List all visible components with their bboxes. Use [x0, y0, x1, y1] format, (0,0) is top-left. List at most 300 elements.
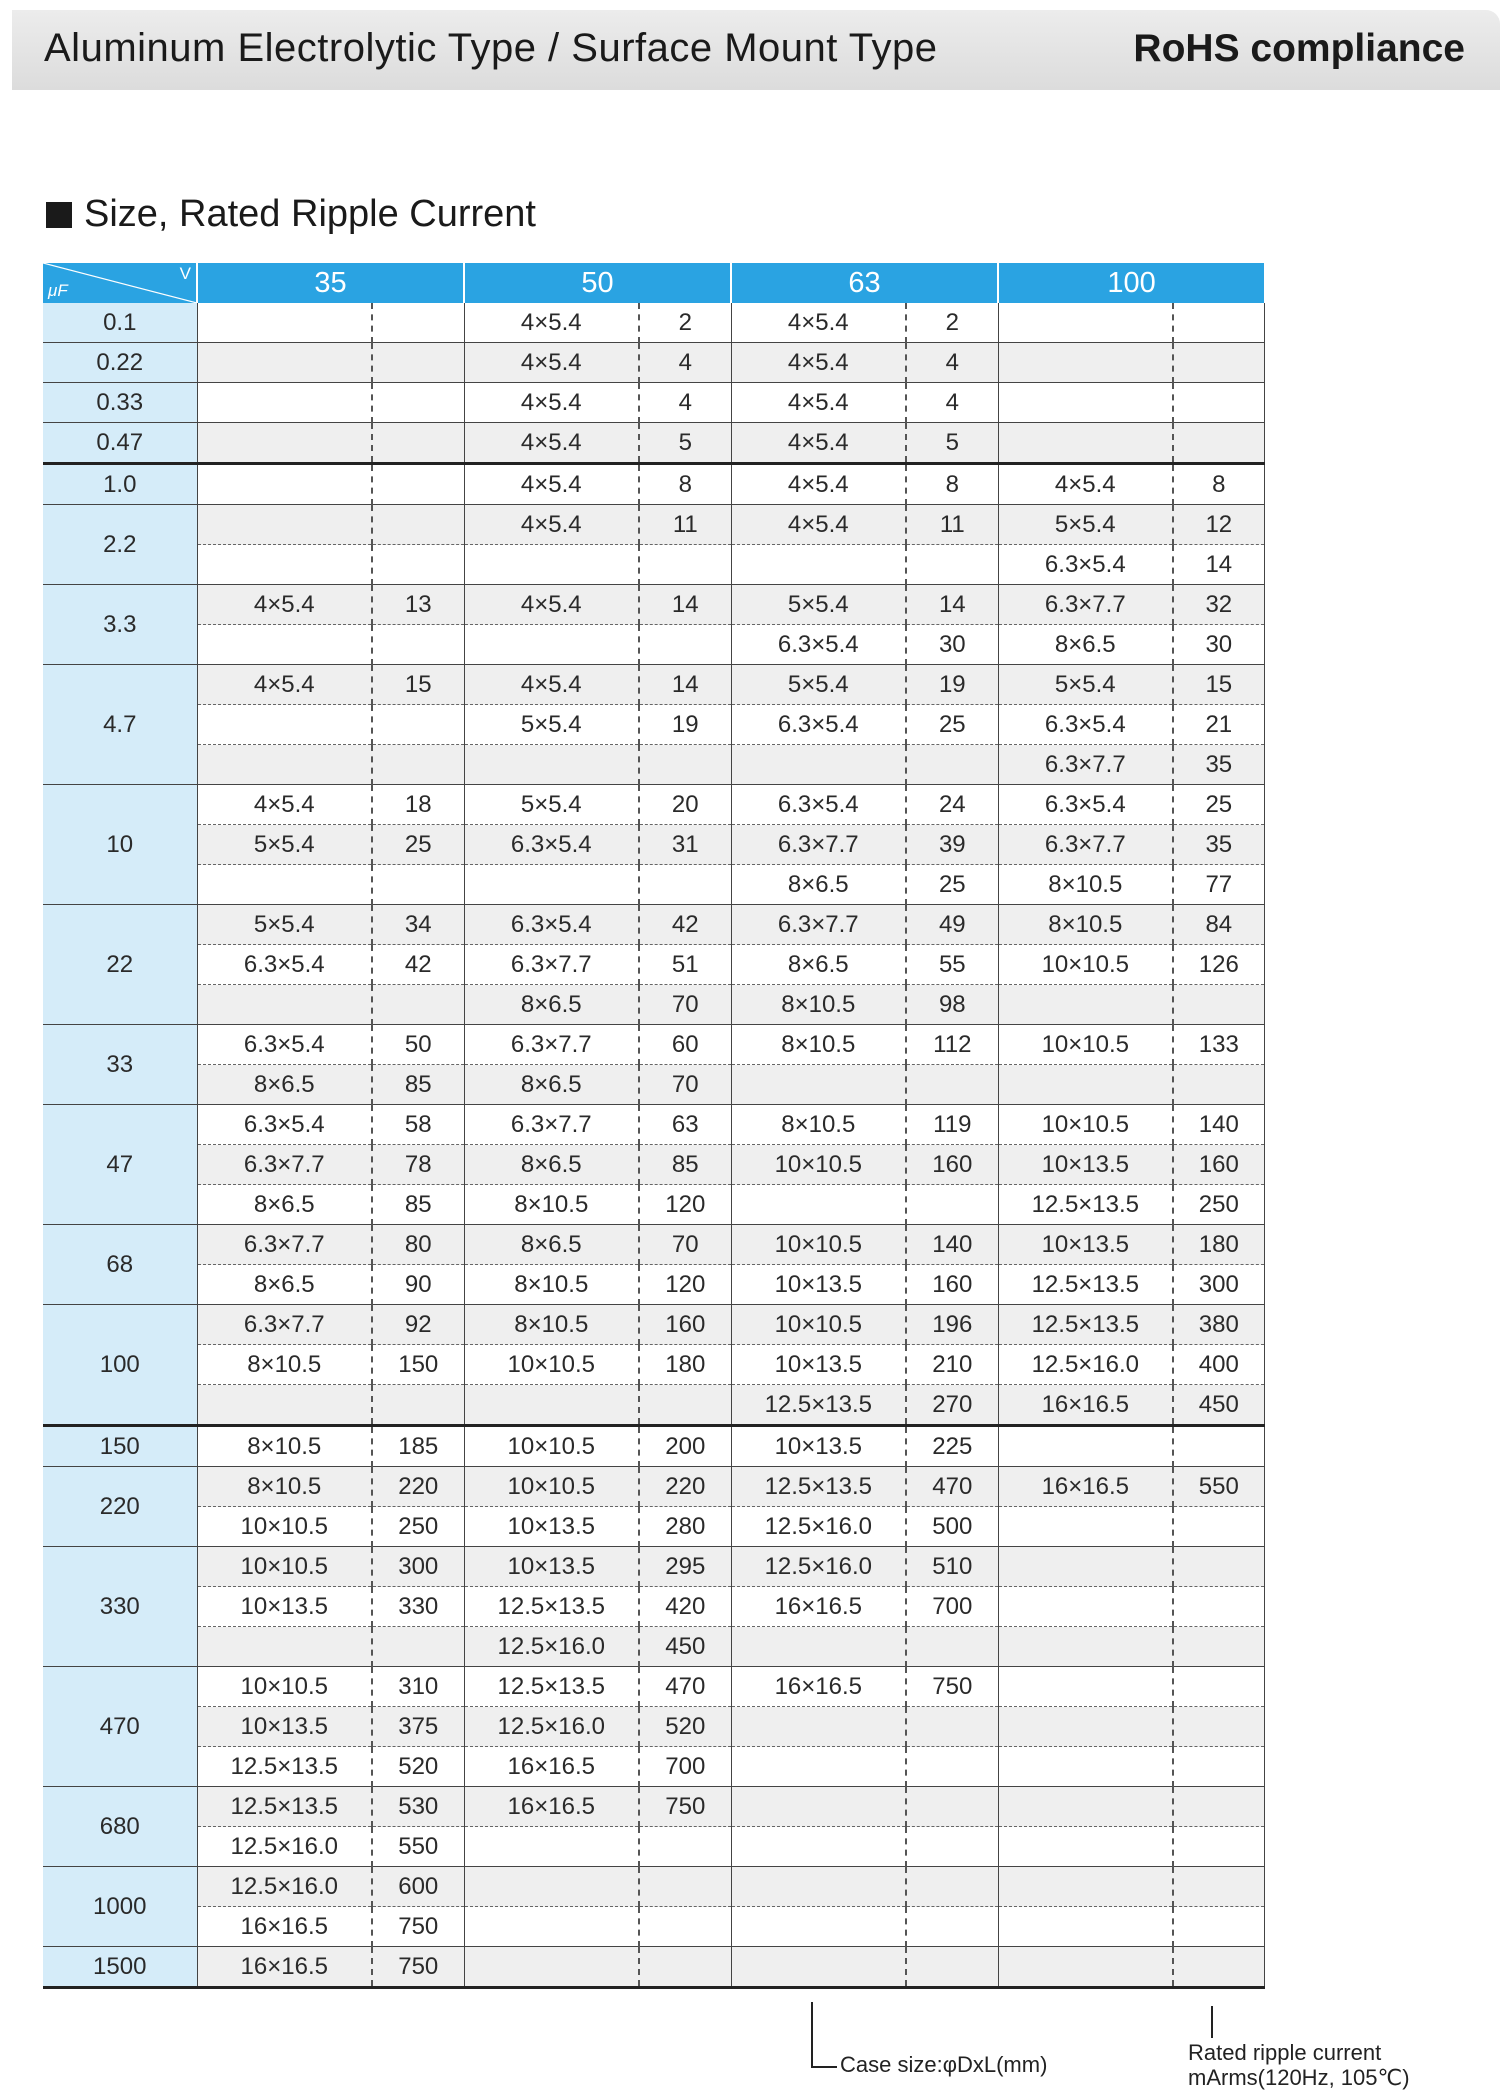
- ripple-current-cell: 200: [639, 1426, 731, 1467]
- voltage-header-63: 63: [731, 263, 998, 303]
- case-size-cell: [197, 1385, 372, 1426]
- ripple-current-cell: 180: [639, 1345, 731, 1385]
- ripple-current-cell: [372, 745, 464, 785]
- ripple-current-cell: 30: [1173, 625, 1264, 665]
- ripple-current-cell: [906, 1747, 998, 1787]
- ripple-current-cell: 78: [372, 1145, 464, 1185]
- case-size-cell: [731, 1065, 906, 1105]
- ripple-current-cell: 42: [372, 945, 464, 985]
- case-size-cell: 10×10.5: [998, 1025, 1173, 1065]
- ripple-current-cell: 34: [372, 905, 464, 945]
- case-size-cell: 8×10.5: [197, 1467, 372, 1507]
- case-size-cell: 4×5.4: [464, 464, 639, 505]
- case-size-cell: [731, 1707, 906, 1747]
- capacitance-cell: 470: [43, 1667, 197, 1787]
- table-row: [43, 745, 1264, 785]
- ripple-current-cell: 500: [906, 1507, 998, 1547]
- ripple-current-cell: 250: [372, 1507, 464, 1547]
- case-size-cell: [464, 545, 639, 585]
- case-size-cell: 4×5.4: [731, 303, 906, 343]
- table-row: [43, 343, 1264, 383]
- case-size-cell: 4×5.4: [464, 343, 639, 383]
- ripple-current-cell: 375: [372, 1707, 464, 1747]
- square-bullet-icon: [46, 202, 72, 228]
- case-size-cell: [197, 383, 372, 423]
- case-size-cell: [998, 1667, 1173, 1707]
- case-size-cell: [731, 545, 906, 585]
- unit-uf-label: μF: [48, 281, 68, 300]
- case-size-cell: 8×6.5: [197, 1185, 372, 1225]
- case-size-cell: 5×5.4: [998, 665, 1173, 705]
- ripple-current-cell: 295: [639, 1547, 731, 1587]
- ripple-current-cell: [372, 423, 464, 464]
- ripple-current-cell: [1173, 383, 1264, 423]
- case-size-cell: 8×10.5: [197, 1426, 372, 1467]
- case-size-cell: 5×5.4: [731, 585, 906, 625]
- ripple-current-cell: 470: [906, 1467, 998, 1507]
- ripple-current-cell: 310: [372, 1667, 464, 1707]
- case-size-cell: 4×5.4: [197, 785, 372, 825]
- case-size-legend: Case size:φDxL(mm): [840, 2052, 1048, 2077]
- case-size-cell: 5×5.4: [998, 505, 1173, 545]
- case-size-cell: 16×16.5: [464, 1747, 639, 1787]
- ripple-current-cell: [1173, 1907, 1264, 1947]
- ripple-current-cell: 31: [639, 825, 731, 865]
- case-size-cell: 8×10.5: [731, 985, 906, 1025]
- case-size-cell: [998, 1787, 1173, 1827]
- case-size-cell: 6.3×5.4: [998, 705, 1173, 745]
- case-size-cell: 8×6.5: [464, 1145, 639, 1185]
- case-size-cell: 10×10.5: [197, 1507, 372, 1547]
- ripple-current-cell: [1173, 1867, 1264, 1907]
- ripple-current-cell: 2: [639, 303, 731, 343]
- case-size-cell: 6.3×7.7: [998, 745, 1173, 785]
- case-size-cell: [731, 745, 906, 785]
- case-size-cell: 16×16.5: [197, 1947, 372, 1988]
- case-size-cell: 4×5.4: [731, 464, 906, 505]
- case-size-cell: 8×6.5: [731, 865, 906, 905]
- ripple-current-cell: [639, 625, 731, 665]
- table-row: [43, 625, 1264, 665]
- ripple-current-cell: 85: [372, 1185, 464, 1225]
- ripple-current-cell: 380: [1173, 1305, 1264, 1345]
- case-size-cell: 6.3×7.7: [197, 1225, 372, 1265]
- ripple-current-cell: 35: [1173, 825, 1264, 865]
- corner-cell: [43, 263, 197, 303]
- case-size-cell: [197, 625, 372, 665]
- table-row: [43, 585, 1264, 625]
- table-row: [43, 985, 1264, 1025]
- ripple-current-cell: 49: [906, 905, 998, 945]
- ripple-current-cell: 750: [372, 1947, 464, 1988]
- ripple-current-cell: 4: [906, 383, 998, 423]
- case-size-cell: [731, 1627, 906, 1667]
- table-row: [43, 423, 1264, 464]
- ripple-current-cell: 520: [639, 1707, 731, 1747]
- ripple-current-cell: 300: [1173, 1265, 1264, 1305]
- ripple-current-cell: 5: [906, 423, 998, 464]
- ripple-current-cell: [639, 545, 731, 585]
- ripple-current-cell: [639, 745, 731, 785]
- ripple-current-cell: [372, 464, 464, 505]
- ripple-current-cell: 119: [906, 1105, 998, 1145]
- case-size-cell: 16×16.5: [731, 1667, 906, 1707]
- case-size-cell: 8×6.5: [998, 625, 1173, 665]
- case-size-cell: 6.3×7.7: [998, 585, 1173, 625]
- case-size-cell: [197, 705, 372, 745]
- case-size-cell: 4×5.4: [464, 303, 639, 343]
- case-size-cell: 12.5×13.5: [998, 1185, 1173, 1225]
- case-size-cell: 8×6.5: [197, 1265, 372, 1305]
- table-row: [43, 383, 1264, 423]
- case-size-cell: [464, 1907, 639, 1947]
- case-size-cell: [998, 1707, 1173, 1747]
- table-row: [43, 1385, 1264, 1426]
- ripple-current-cell: 30: [906, 625, 998, 665]
- ripple-current-cell: [1173, 1667, 1264, 1707]
- ripple-current-cell: 51: [639, 945, 731, 985]
- ripple-current-cell: 120: [639, 1185, 731, 1225]
- case-size-cell: 6.3×5.4: [731, 785, 906, 825]
- capacitance-cell: 47: [43, 1105, 197, 1225]
- case-size-cell: [998, 1587, 1173, 1627]
- capacitance-cell: 0.1: [43, 303, 197, 343]
- page-title: Aluminum Electrolytic Type / Surface Mount Type: [44, 26, 938, 70]
- ripple-current-cell: 84: [1173, 905, 1264, 945]
- ripple-current-cell: 25: [906, 705, 998, 745]
- ripple-current-cell: 92: [372, 1305, 464, 1345]
- case-size-cell: 8×10.5: [998, 865, 1173, 905]
- ripple-current-cell: [372, 985, 464, 1025]
- case-size-cell: [464, 1867, 639, 1907]
- case-size-cell: 4×5.4: [197, 585, 372, 625]
- case-size-cell: 8×10.5: [731, 1105, 906, 1145]
- case-size-cell: 6.3×5.4: [197, 945, 372, 985]
- case-size-cell: 16×16.5: [998, 1385, 1173, 1426]
- ripple-current-cell: 160: [906, 1145, 998, 1185]
- ripple-current-cell: [1173, 1787, 1264, 1827]
- ripple-current-cell: 150: [372, 1345, 464, 1385]
- table-row: [43, 1667, 1264, 1707]
- ripple-current-cell: [1173, 1707, 1264, 1747]
- ripple-current-cell: 5: [639, 423, 731, 464]
- ripple-current-cell: 450: [639, 1627, 731, 1667]
- table-row: [43, 1747, 1264, 1787]
- case-size-cell: 6.3×7.7: [998, 825, 1173, 865]
- case-size-cell: 4×5.4: [731, 383, 906, 423]
- ripple-current-cell: 15: [372, 665, 464, 705]
- case-size-cell: [998, 1627, 1173, 1667]
- case-size-cell: 5×5.4: [197, 905, 372, 945]
- ripple-current-cell: [1173, 1426, 1264, 1467]
- ripple-current-cell: 63: [639, 1105, 731, 1145]
- case-size-cell: 6.3×7.7: [731, 905, 906, 945]
- case-size-cell: 10×13.5: [998, 1225, 1173, 1265]
- ripple-current-cell: 185: [372, 1426, 464, 1467]
- table-row: [43, 1426, 1264, 1467]
- table-row: [43, 1105, 1264, 1145]
- table-row: [43, 1587, 1264, 1627]
- case-size-cell: 5×5.4: [464, 705, 639, 745]
- table-row: [43, 705, 1264, 745]
- section-heading: [46, 193, 536, 236]
- table-row: [43, 1707, 1264, 1747]
- table-row: [43, 665, 1264, 705]
- case-size-cell: [731, 1947, 906, 1988]
- ripple-current-cell: 300: [372, 1547, 464, 1587]
- ripple-current-cell: 330: [372, 1587, 464, 1627]
- ripple-current-cell: [1173, 423, 1264, 464]
- table-row: [43, 1467, 1264, 1507]
- table-row: [43, 545, 1264, 585]
- case-size-leader-line: [811, 2002, 813, 2068]
- ripple-current-cell: [1173, 985, 1264, 1025]
- case-size-cell: 4×5.4: [197, 665, 372, 705]
- ripple-current-cell: [906, 745, 998, 785]
- voltage-header-35: 35: [197, 263, 464, 303]
- case-size-cell: [998, 1907, 1173, 1947]
- page-header: [12, 10, 1500, 90]
- case-size-cell: 12.5×16.0: [197, 1867, 372, 1907]
- ripple-current-cell: 77: [1173, 865, 1264, 905]
- ripple-current-cell: 4: [639, 343, 731, 383]
- table-row: [43, 1065, 1264, 1105]
- ripple-current-cell: 55: [906, 945, 998, 985]
- ripple-current-cell: 250: [1173, 1185, 1264, 1225]
- case-size-cell: 12.5×16.0: [731, 1547, 906, 1587]
- table-row: [43, 1827, 1264, 1867]
- table-row: [43, 865, 1264, 905]
- case-size-cell: 12.5×13.5: [731, 1467, 906, 1507]
- ripple-current-cell: 42: [639, 905, 731, 945]
- ripple-current-cell: 70: [639, 985, 731, 1025]
- case-size-cell: 8×6.5: [464, 1225, 639, 1265]
- ripple-current-cell: 700: [906, 1587, 998, 1627]
- capacitance-cell: 0.33: [43, 383, 197, 423]
- ripple-current-cell: 210: [906, 1345, 998, 1385]
- ripple-current-cell: 58: [372, 1105, 464, 1145]
- case-size-cell: [998, 985, 1173, 1025]
- ripple-current-cell: 85: [372, 1065, 464, 1105]
- table-body: [43, 303, 1264, 1988]
- case-size-cell: 8×6.5: [464, 1065, 639, 1105]
- case-size-cell: 10×13.5: [197, 1707, 372, 1747]
- ripple-legend-line1: Rated ripple current: [1188, 2040, 1382, 2065]
- ripple-current-cell: 450: [1173, 1385, 1264, 1426]
- ripple-current-cell: 510: [906, 1547, 998, 1587]
- ripple-current-cell: 400: [1173, 1345, 1264, 1385]
- ripple-current-cell: 160: [906, 1265, 998, 1305]
- ripple-current-cell: 25: [372, 825, 464, 865]
- case-size-cell: 8×10.5: [464, 1185, 639, 1225]
- case-size-cell: 8×10.5: [464, 1265, 639, 1305]
- ripple-current-cell: 220: [372, 1467, 464, 1507]
- case-size-cell: 10×10.5: [464, 1426, 639, 1467]
- case-size-cell: 10×10.5: [464, 1467, 639, 1507]
- unit-v-label: V: [179, 264, 191, 283]
- ripple-current-cell: 18: [372, 785, 464, 825]
- table-row: [43, 785, 1264, 825]
- case-size-cell: 6.3×5.4: [731, 705, 906, 745]
- capacitance-cell: 33: [43, 1025, 197, 1105]
- table-row: [43, 1145, 1264, 1185]
- case-size-cell: 16×16.5: [464, 1787, 639, 1827]
- table-row: [43, 905, 1264, 945]
- rohs-label: RoHS compliance: [1133, 27, 1465, 70]
- ripple-current-cell: 530: [372, 1787, 464, 1827]
- case-size-cell: [731, 1827, 906, 1867]
- ripple-current-cell: 70: [639, 1225, 731, 1265]
- ripple-current-cell: [906, 545, 998, 585]
- case-size-cell: [197, 343, 372, 383]
- ripple-current-cell: [906, 1185, 998, 1225]
- case-size-cell: 6.3×7.7: [464, 1105, 639, 1145]
- ripple-current-cell: 14: [1173, 545, 1264, 585]
- ripple-current-cell: 8: [639, 464, 731, 505]
- ripple-current-cell: 35: [1173, 745, 1264, 785]
- case-size-cell: 12.5×16.0: [197, 1827, 372, 1867]
- table-header-row: [43, 263, 1264, 303]
- ripple-current-cell: 225: [906, 1426, 998, 1467]
- case-size-cell: 6.3×7.7: [731, 825, 906, 865]
- ripple-current-table: [43, 263, 1265, 1989]
- case-size-cell: [998, 303, 1173, 343]
- ripple-current-cell: 32: [1173, 585, 1264, 625]
- case-size-cell: 12.5×13.5: [998, 1265, 1173, 1305]
- case-size-cell: [998, 383, 1173, 423]
- case-size-cell: [464, 865, 639, 905]
- ripple-legend: [1188, 2040, 1410, 2090]
- ripple-current-cell: 25: [906, 865, 998, 905]
- case-size-cell: 10×10.5: [998, 945, 1173, 985]
- case-size-cell: [731, 1787, 906, 1827]
- ripple-current-cell: 112: [906, 1025, 998, 1065]
- case-size-cell: [998, 1065, 1173, 1105]
- ripple-current-cell: 4: [639, 383, 731, 423]
- ripple-current-cell: 550: [372, 1827, 464, 1867]
- ripple-current-cell: [372, 625, 464, 665]
- ripple-current-cell: 90: [372, 1265, 464, 1305]
- ripple-current-cell: [372, 545, 464, 585]
- table-row: [43, 1225, 1264, 1265]
- ripple-current-cell: 11: [639, 505, 731, 545]
- ripple-current-cell: 470: [639, 1667, 731, 1707]
- case-size-cell: [998, 1747, 1173, 1787]
- capacitance-cell: 0.47: [43, 423, 197, 464]
- ripple-current-cell: [906, 1065, 998, 1105]
- case-size-cell: 5×5.4: [197, 825, 372, 865]
- ripple-current-cell: [1173, 303, 1264, 343]
- case-size-cell: 12.5×13.5: [197, 1747, 372, 1787]
- ripple-current-cell: [639, 1907, 731, 1947]
- case-size-cell: 10×10.5: [197, 1667, 372, 1707]
- case-size-cell: [998, 423, 1173, 464]
- case-size-cell: [197, 545, 372, 585]
- table-row: [43, 1507, 1264, 1547]
- ripple-current-cell: [372, 865, 464, 905]
- case-size-cell: 10×10.5: [731, 1145, 906, 1185]
- capacitance-cell: 680: [43, 1787, 197, 1867]
- case-size-cell: 6.3×5.4: [197, 1105, 372, 1145]
- ripple-current-cell: [1173, 1587, 1264, 1627]
- case-size-cell: 16×16.5: [731, 1587, 906, 1627]
- ripple-current-cell: 750: [372, 1907, 464, 1947]
- ripple-current-cell: [372, 343, 464, 383]
- case-size-cell: [731, 1185, 906, 1225]
- case-size-cell: 4×5.4: [731, 423, 906, 464]
- ripple-leader-line: [1211, 2006, 1213, 2038]
- case-size-cell: 10×13.5: [731, 1426, 906, 1467]
- ripple-current-cell: 14: [639, 665, 731, 705]
- capacitance-cell: 100: [43, 1305, 197, 1426]
- case-size-cell: [998, 1867, 1173, 1907]
- table-row: [43, 1947, 1264, 1988]
- ripple-current-cell: 750: [639, 1787, 731, 1827]
- case-size-cell: 6.3×5.4: [998, 545, 1173, 585]
- capacitance-cell: 22: [43, 905, 197, 1025]
- capacitance-cell: 4.7: [43, 665, 197, 785]
- ripple-current-cell: [372, 1627, 464, 1667]
- case-size-cell: 4×5.4: [998, 464, 1173, 505]
- section-title: Size, Rated Ripple Current: [84, 193, 536, 235]
- ripple-current-cell: 220: [639, 1467, 731, 1507]
- case-size-cell: [197, 464, 372, 505]
- ripple-current-cell: 20: [639, 785, 731, 825]
- ripple-current-cell: [639, 865, 731, 905]
- case-size-cell: 8×6.5: [197, 1065, 372, 1105]
- case-size-cell: 10×13.5: [731, 1265, 906, 1305]
- ripple-current-cell: [1173, 343, 1264, 383]
- case-size-cell: 12.5×16.0: [464, 1707, 639, 1747]
- ripple-current-cell: [1173, 1627, 1264, 1667]
- ripple-current-cell: [639, 1385, 731, 1426]
- case-size-cell: [464, 1385, 639, 1426]
- case-size-cell: 12.5×13.5: [197, 1787, 372, 1827]
- capacitance-cell: 330: [43, 1547, 197, 1667]
- ripple-current-cell: 11: [906, 505, 998, 545]
- ripple-current-cell: 19: [639, 705, 731, 745]
- voltage-header-100: 100: [998, 263, 1264, 303]
- ripple-current-cell: [1173, 1827, 1264, 1867]
- case-size-cell: 12.5×13.5: [998, 1305, 1173, 1345]
- case-size-cell: [998, 1507, 1173, 1547]
- case-size-cell: 4×5.4: [464, 585, 639, 625]
- table-row: [43, 945, 1264, 985]
- case-size-cell: 12.5×13.5: [464, 1667, 639, 1707]
- case-size-cell: [464, 1827, 639, 1867]
- case-size-cell: 4×5.4: [731, 505, 906, 545]
- capacitance-cell: 1500: [43, 1947, 197, 1988]
- case-size-cell: 10×13.5: [464, 1507, 639, 1547]
- ripple-current-cell: 520: [372, 1747, 464, 1787]
- case-size-cell: 12.5×13.5: [464, 1587, 639, 1627]
- ripple-current-cell: 140: [1173, 1105, 1264, 1145]
- case-size-cell: [464, 625, 639, 665]
- capacitance-cell: 220: [43, 1467, 197, 1547]
- ripple-current-cell: 180: [1173, 1225, 1264, 1265]
- ripple-current-cell: 750: [906, 1667, 998, 1707]
- table-row: [43, 1547, 1264, 1587]
- case-size-cell: 6.3×5.4: [464, 905, 639, 945]
- case-size-cell: 10×13.5: [464, 1547, 639, 1587]
- ripple-current-cell: [1173, 1065, 1264, 1105]
- ripple-current-cell: [906, 1867, 998, 1907]
- ripple-current-cell: 420: [639, 1587, 731, 1627]
- case-size-cell: 12.5×16.0: [731, 1507, 906, 1547]
- case-size-cell: [998, 1947, 1173, 1988]
- case-size-cell: 8×10.5: [731, 1025, 906, 1065]
- case-size-cell: [197, 985, 372, 1025]
